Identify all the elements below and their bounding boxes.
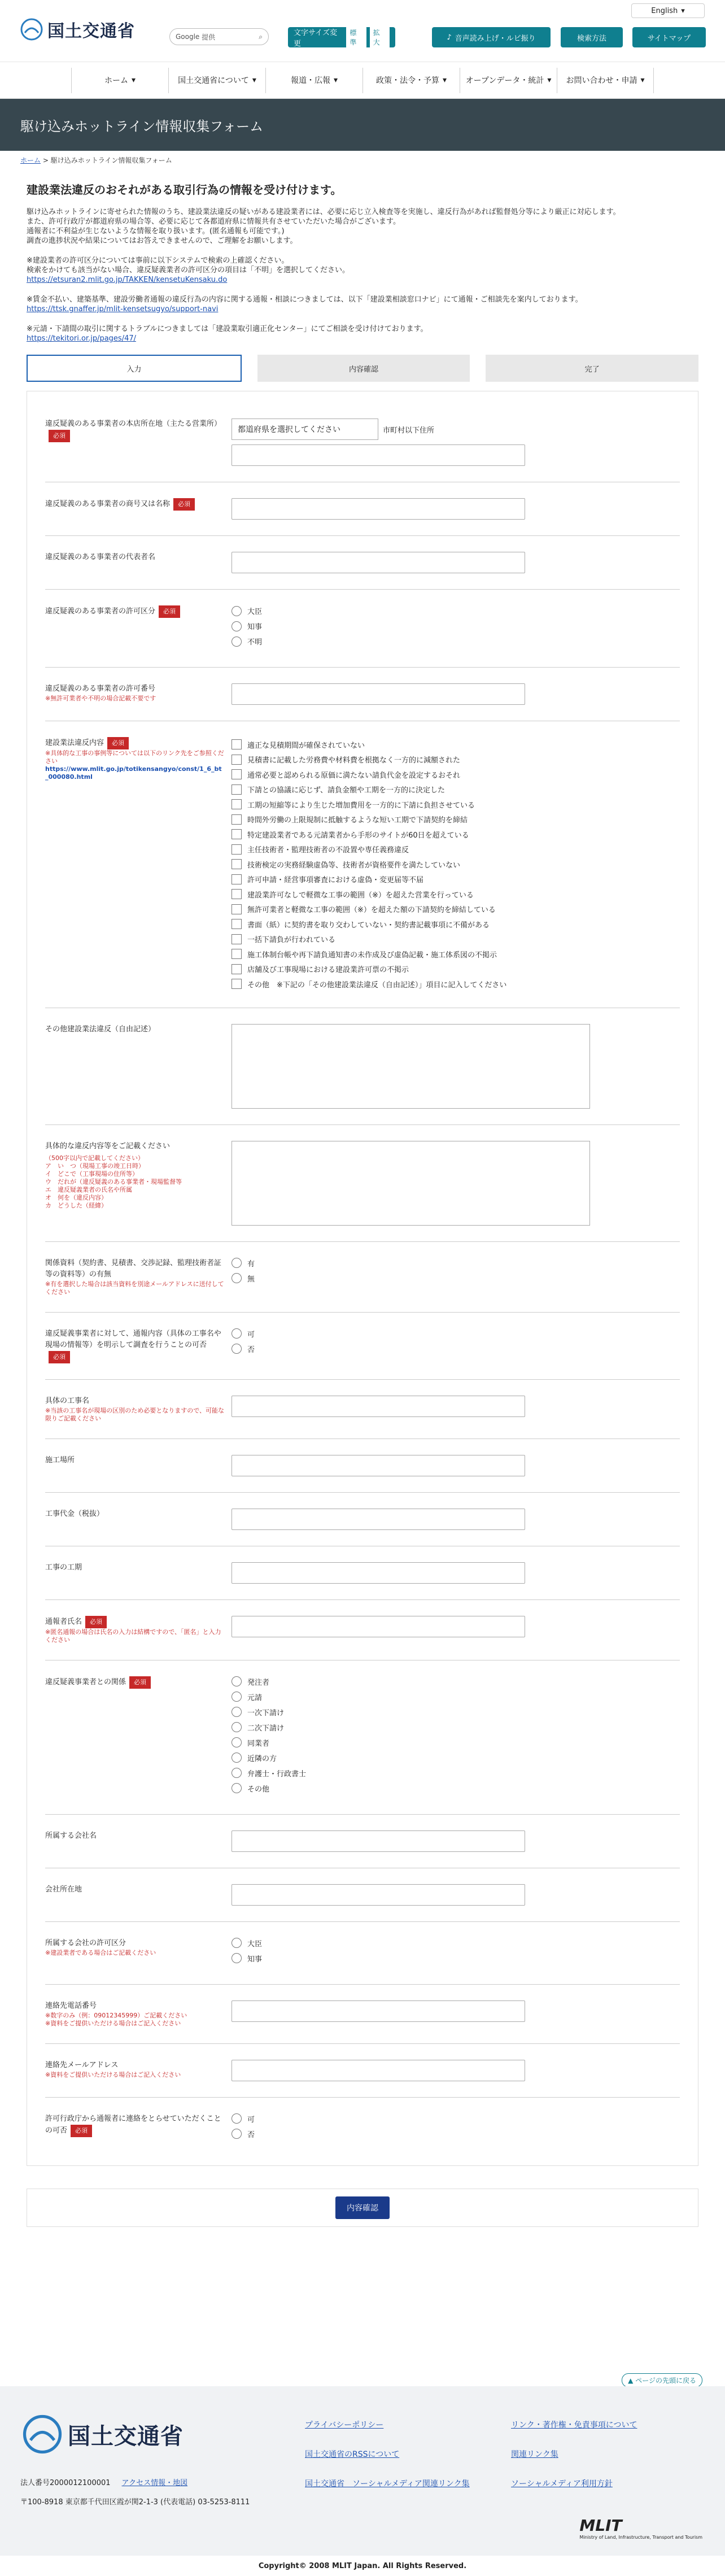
intro-line: ※賃金不払い、建築基準、建設労働者通報の違反行為の内容に関する通報・相談につきましては、以下「建設業相談窓口ナビ」にて通報・ご相談先を案内しております。 <box>27 295 583 304</box>
relation-option[interactable] <box>232 1722 680 1733</box>
radio-label: 知事 <box>247 623 263 631</box>
radio-label: 大臣 <box>247 608 263 616</box>
field-label: 違反疑義のある事業者の許可区分 <box>45 607 156 616</box>
checkbox-label: 見積書に記載した労務費や材料費を根拠なく一方的に減額された <box>247 756 461 765</box>
mlit-logo-icon <box>23 2414 62 2454</box>
radio-label: 二次下請け <box>247 1724 285 1733</box>
field-label: 違反疑義のある事業者の代表者名 <box>45 553 156 561</box>
breadcrumb-home[interactable]: ホーム <box>20 156 41 164</box>
field-price-row <box>45 1493 680 1546</box>
access-link[interactable]: アクセス情報・地図 <box>121 2479 188 2487</box>
mlit-logo-icon <box>20 18 43 41</box>
field-email-row <box>45 2044 680 2098</box>
checkbox-icon[interactable] <box>232 934 242 944</box>
nav-about[interactable] <box>168 68 265 93</box>
chevron-down-icon: ▾ <box>131 76 136 85</box>
checkbox-label: 施工体制台帳や再下請負通知書の未作成及び虚偽記載・施工体系図の不掲示 <box>247 951 497 960</box>
field-note: ※資料をご提供いただける場合はご記入ください <box>45 2019 181 2027</box>
work-name-input[interactable] <box>232 1396 525 1417</box>
checkbox-label: 下請との協議に応じず、請負金額や工期を一方的に決定した <box>247 786 445 795</box>
search-input[interactable]: 提供 <box>202 33 216 41</box>
radio-icon[interactable] <box>232 621 242 631</box>
radio-label: 否 <box>247 2130 255 2139</box>
violation-checkbox[interactable] <box>232 947 680 962</box>
required-badge: 必須 <box>49 430 70 442</box>
detail-notes <box>45 1154 225 1210</box>
checkbox-label: 時間外労働の上限規制に抵触するような短い工期で下請契約を締結 <box>247 816 468 825</box>
radio-label: 発注者 <box>247 1678 270 1687</box>
sitemap-button[interactable] <box>632 27 706 47</box>
radio-icon[interactable] <box>232 1953 242 1963</box>
checkbox-label: 特定建設業者である元請業者から手形のサイトが60日を超えている <box>247 831 469 840</box>
footer-logo[interactable] <box>23 2414 184 2454</box>
mlit-subtext: Ministry of Land, Infrastructure, Transport and Tourism <box>579 2535 702 2540</box>
radio-icon[interactable] <box>232 1938 242 1948</box>
corp-number: 法人番号2000012100001 <box>20 2479 111 2487</box>
address-input[interactable] <box>232 444 525 466</box>
global-nav <box>0 62 725 99</box>
chevron-down-icon: ▾ <box>333 76 338 85</box>
checkbox-label: 適正な見積期間が確保されていない <box>247 741 365 750</box>
radio-option[interactable] <box>232 621 680 631</box>
field-note: ※数字のみ（例：09012345999）ご記載ください <box>45 2011 187 2019</box>
radio-option[interactable] <box>232 1938 680 1949</box>
radio-label: 有 <box>247 1259 255 1269</box>
checkbox-icon[interactable] <box>232 769 242 779</box>
page-heading: 建設業法違反のおそれがある取引行為の情報を受け付けます。 <box>27 183 342 197</box>
field-label: 違反疑義のある事業者の本店所在地（主たる営業所） <box>45 420 222 428</box>
checkbox-label: 主任技術者・監理技術者の不設置や専任義務違反 <box>247 846 409 855</box>
footer-logo-text: 国土交通省 <box>68 2423 184 2449</box>
chevron-down-icon: ▾ <box>681 6 685 15</box>
search-icon[interactable]: ⌕ <box>259 32 263 41</box>
radio-icon[interactable] <box>232 1676 242 1686</box>
field-company-permit-row <box>45 1922 680 1985</box>
support-navi-link[interactable]: https://ttsk.gnaffer.jp/mlit-kensetsugyo/support-navi <box>27 305 219 313</box>
field-label: 具体的な違反内容等をご記載ください <box>45 1141 171 1150</box>
field-note: ※具体的な工事の事例等については以下のリンク先をご参照ください <box>45 749 224 765</box>
relation-radio-list <box>232 1676 680 1798</box>
field-label: 通報者氏名 <box>45 1617 82 1626</box>
field-note: ※建設業者である場合はご記載ください <box>45 1949 156 1956</box>
language-select[interactable] <box>631 3 705 18</box>
nav-home[interactable] <box>71 68 168 93</box>
field-company-addr-row <box>45 1868 680 1922</box>
intro-line: 駆け込みホットラインに寄せられた情報のうち、建設業法違反の疑いがある建設業者には、必要に応じ立入検査等を実施し、違反行為があれば監督処分等により厳正に対応します。 <box>27 208 621 216</box>
intro-line: 検索をかけても該当がない場合、違反疑義業者の許可区分の項目は「不明」を選択してください。 <box>27 266 350 274</box>
checkbox-icon[interactable] <box>232 784 242 795</box>
violation-checkbox-list <box>232 737 680 992</box>
nav-label: オープンデータ・統計 <box>465 76 544 85</box>
radio-icon[interactable] <box>232 1273 242 1283</box>
checkbox-icon[interactable] <box>232 814 242 825</box>
radio-icon[interactable] <box>232 1328 242 1339</box>
page-title: 駆け込みホットライン情報収集フォーム <box>0 99 725 151</box>
nav-opendata[interactable] <box>460 68 557 93</box>
copyright-link[interactable]: リンク・著作権・免責事項について <box>511 2421 637 2430</box>
radio-option[interactable] <box>232 2129 680 2139</box>
required-badge: 必須 <box>159 605 180 618</box>
field-note: ※匿名通報の場合は氏名の入力は結構ですので、「匿名」と入力ください <box>45 1628 221 1644</box>
field-docs-row <box>45 1242 680 1313</box>
required-badge: 必須 <box>173 498 195 511</box>
search-method-label: 検索方法 <box>576 34 606 43</box>
intro-text <box>27 207 698 343</box>
detail-note-line: カ どうした（経緯） <box>45 1201 107 1209</box>
detail-note-line: オ 何を（違反内容） <box>45 1193 107 1201</box>
radio-label: 元請 <box>247 1693 263 1702</box>
sitemap-label: サイトマップ <box>647 34 691 43</box>
radio-label: 可 <box>247 2115 255 2124</box>
field-label: 違反疑義のある事業者の商号又は名称 <box>45 500 171 508</box>
related-links-link[interactable]: 関連リンク集 <box>511 2450 558 2459</box>
radio-label: 弁護士・行政書士 <box>247 1769 307 1779</box>
violation-checkbox[interactable] <box>232 977 680 992</box>
checkbox-label: 通常必要と認められる原価に満たない請負代金を設定するおそれ <box>247 771 461 780</box>
radio-icon[interactable] <box>232 1344 242 1354</box>
field-permit-no-row <box>45 668 680 721</box>
checkbox-icon[interactable] <box>232 889 242 899</box>
field-period-row <box>45 1546 680 1600</box>
field-label: 違反疑義事業者に対して、通報内容（具体の工事名や現場の情報等）を明示して調査を行うことの可否 <box>45 1329 221 1349</box>
site-header <box>0 0 725 62</box>
nav-label: 国土交通省について <box>178 76 249 85</box>
chevron-down-icon: ▾ <box>640 76 645 85</box>
checkbox-label: 許可申請・経営事項審査における虚偽・変更届等不届 <box>247 876 424 885</box>
price-input[interactable] <box>232 1509 525 1530</box>
email-input[interactable] <box>232 2060 525 2081</box>
violation-checkbox[interactable] <box>232 902 680 917</box>
field-relation-row <box>45 1660 680 1815</box>
checkbox-icon[interactable] <box>232 979 242 989</box>
violation-checkbox[interactable] <box>232 827 680 842</box>
relation-option[interactable] <box>232 1768 680 1779</box>
logo-text: 国土交通省 <box>47 21 135 41</box>
radio-option[interactable] <box>232 1258 680 1269</box>
radio-icon[interactable] <box>232 1707 242 1717</box>
field-permit-type-row <box>45 590 680 668</box>
intro-line: ※元請・下請間の取引に関するトラブルにつきましては「建設業取引適正化センター」にてご相談を受け付けております。 <box>27 325 428 333</box>
speech-label: 音声読み上げ・ルビ振り <box>455 34 536 43</box>
radio-label: 可 <box>247 1330 255 1339</box>
intro-line: 調査の進捗状況や結果についてはお答えできませんので、ご理解をお願いします。 <box>27 237 298 245</box>
field-company-name-row <box>45 1815 680 1868</box>
permit-number-input[interactable] <box>232 683 525 705</box>
field-note: ※資料をご提供いただける場合はご記入ください <box>45 2071 181 2078</box>
radio-option[interactable] <box>232 1328 680 1339</box>
reporter-company-address-input[interactable] <box>232 1884 525 1906</box>
radio-icon[interactable] <box>232 1783 242 1793</box>
relation-option[interactable] <box>232 1753 680 1763</box>
nav-label: 政策・法令・予算 <box>375 76 439 85</box>
checkbox-icon[interactable] <box>232 739 242 749</box>
radio-icon[interactable] <box>232 1768 242 1778</box>
field-label: 会社所在地 <box>45 1885 82 1894</box>
speech-button[interactable] <box>432 27 551 47</box>
radio-option[interactable] <box>232 605 680 616</box>
violation-checkbox[interactable] <box>232 917 680 932</box>
radio-label: その他 <box>247 1785 270 1794</box>
font-size-control <box>288 27 395 47</box>
nav-label: 報道・広報 <box>290 76 330 85</box>
field-note: ※有を選択した場合は該当資料を別途メールアドレスに送付してください <box>45 1280 224 1296</box>
field-company-row <box>45 482 680 536</box>
field-label: 許可行政庁から通報者に連絡をとらせていただくことの可否 <box>45 2114 221 2135</box>
field-label: 工事代金（税抜） <box>45 1509 104 1518</box>
radio-icon[interactable] <box>232 2113 242 2124</box>
radio-label: 無 <box>247 1275 255 1284</box>
radio-option[interactable] <box>232 1953 680 1964</box>
footer-address <box>20 2474 250 2512</box>
required-badge: 必須 <box>49 1351 70 1363</box>
detail-note-line: エ 違反疑義業者の氏名や所属 <box>45 1185 132 1193</box>
intro-line: また、許可行政庁が都道府県の場合等、必要に応じて各都道府県に情報共有させていただいた場合がございます。 <box>27 217 400 226</box>
site-input[interactable] <box>232 1455 525 1476</box>
chevron-down-icon: ▾ <box>252 76 256 85</box>
violation-example-link[interactable]: https://www.mlit.go.jp/totikensangyo/const/1_6_bt_000080.html <box>45 765 222 781</box>
site-footer <box>0 2386 725 2556</box>
checkbox-icon[interactable] <box>232 874 242 884</box>
radio-icon[interactable] <box>232 637 242 647</box>
field-violation-row <box>45 721 680 1008</box>
nav-label: ホーム <box>104 76 128 85</box>
radio-icon[interactable] <box>232 606 242 616</box>
radio-label: 同業者 <box>247 1739 270 1748</box>
checkbox-icon[interactable] <box>232 919 242 929</box>
social-policy-link[interactable]: ソーシャルメディア利用方針 <box>511 2479 613 2488</box>
company-name-input[interactable] <box>232 498 525 520</box>
privacy-link[interactable]: プライバシーポリシー <box>305 2421 384 2430</box>
step-complete: 完了 <box>486 355 698 382</box>
radio-icon[interactable] <box>232 1737 242 1747</box>
checkbox-icon[interactable] <box>232 799 242 809</box>
breadcrumb: ホーム > 駆け込みホットライン情報収集フォーム <box>20 156 172 164</box>
font-large-button[interactable]: 拡大 <box>370 27 390 48</box>
checkbox-icon[interactable] <box>232 755 242 765</box>
relation-option[interactable] <box>232 1783 680 1794</box>
checkbox-icon[interactable] <box>232 859 242 869</box>
field-label: 違反疑義のある事業者の許可番号 <box>45 685 156 693</box>
nav-policy[interactable] <box>362 68 460 93</box>
page-top-label: ページの先頭に戻る <box>635 2377 696 2385</box>
checkbox-icon[interactable] <box>232 829 242 839</box>
radio-icon[interactable] <box>232 1753 242 1763</box>
radio-label: 近隣の方 <box>247 1754 277 1763</box>
relation-option[interactable] <box>232 1707 680 1718</box>
radio-icon[interactable] <box>232 2129 242 2139</box>
violation-checkbox[interactable] <box>232 857 680 872</box>
field-detail-row <box>45 1125 680 1242</box>
radio-label: 知事 <box>247 1955 263 1964</box>
field-label: 違反疑義事業者との関係 <box>45 1677 126 1686</box>
font-standard-button[interactable]: 標準 <box>346 27 366 48</box>
search-method-button[interactable] <box>561 27 623 47</box>
site-search[interactable] <box>169 28 269 45</box>
violation-checkbox[interactable] <box>232 782 680 797</box>
relation-option[interactable] <box>232 1692 680 1702</box>
radio-label: 否 <box>247 1345 255 1354</box>
radio-label: 一次下請け <box>247 1708 285 1718</box>
nav-label: お問い合わせ・申請 <box>566 76 637 85</box>
period-input[interactable] <box>232 1562 525 1584</box>
social-links-link[interactable]: 国土交通省 ソーシャルメディア関連リンク集 <box>305 2479 470 2488</box>
search-brand: Google <box>176 33 200 41</box>
rss-link[interactable]: 国土交通省のRSSについて <box>305 2450 400 2459</box>
field-label: 関係資料（契約書、見積書、交渉記録、監理技術者証等の資料等）の有無 <box>45 1258 222 1279</box>
relation-option[interactable] <box>232 1737 680 1748</box>
checkbox-label: 店舗及び工事現場における建設業許可票の不掲示 <box>247 966 409 975</box>
arrow-up-icon: ▲ <box>628 2377 634 2385</box>
nav-press[interactable] <box>265 68 362 93</box>
other-violation-textarea[interactable] <box>232 1024 590 1109</box>
field-address-row <box>45 403 680 482</box>
mlit-text: MLIT <box>579 2516 622 2535</box>
field-label: 連絡先電話番号 <box>45 2001 97 2010</box>
site-logo[interactable] <box>20 17 135 42</box>
violation-checkbox[interactable] <box>232 752 680 768</box>
violation-checkbox[interactable] <box>232 737 680 752</box>
checkbox-icon[interactable] <box>232 964 242 974</box>
violation-checkbox[interactable] <box>232 887 680 902</box>
representative-input[interactable] <box>232 552 525 573</box>
field-phone-row <box>45 1985 680 2044</box>
radio-label: 不明 <box>247 638 263 647</box>
radio-icon[interactable] <box>232 1692 242 1702</box>
checkbox-icon[interactable] <box>232 949 242 959</box>
tekitori-link[interactable]: https://tekitori.or.jp/pages/47/ <box>27 334 136 343</box>
violation-checkbox[interactable] <box>232 872 680 887</box>
detail-textarea[interactable] <box>232 1141 590 1226</box>
progress-steps <box>27 355 698 382</box>
city-label: 市町村以下住所 <box>383 426 435 435</box>
prefecture-select-value: 都道府県を選択してください <box>238 425 340 434</box>
detail-note-line: （500字以内で記載してください） <box>45 1154 144 1162</box>
field-rep-row <box>45 536 680 590</box>
checkbox-icon[interactable] <box>232 904 242 914</box>
required-badge: 必須 <box>129 1676 151 1689</box>
relation-option[interactable] <box>232 1676 680 1687</box>
font-size-label: 文字サイズ変更 <box>294 29 337 48</box>
checkbox-label: 技術検定の実務経験虚偽等、技術者が資格要件を満たしていない <box>247 861 461 870</box>
report-form <box>27 391 698 2166</box>
language-label: English <box>651 6 678 15</box>
checkbox-label: 一括下請負が行われている <box>247 936 336 945</box>
required-badge: 必須 <box>107 737 129 749</box>
field-contact-ok-row <box>45 2098 680 2160</box>
reporter-name-input[interactable] <box>232 1616 525 1637</box>
radio-option[interactable] <box>232 1344 680 1354</box>
reporter-company-input[interactable] <box>232 1830 525 1852</box>
checkbox-label: 無許可業者と軽微な工事の範囲（※）を超えた額の下請契約を締結している <box>247 906 496 915</box>
field-disclose-row <box>45 1313 680 1380</box>
violation-checkbox[interactable] <box>232 812 680 827</box>
phone-input[interactable] <box>232 2000 525 2022</box>
checkbox-label: 書面（紙）に契約書を取り交わしていない・契約書記載事項に不備がある <box>247 921 490 930</box>
speaker-icon: ♪ <box>447 33 452 42</box>
intro-line: ※建設業者の許可区分については事前に以下システムで検索の上確認ください。 <box>27 256 289 265</box>
field-site-row <box>45 1439 680 1493</box>
field-label: 工事の工期 <box>45 1563 82 1572</box>
violation-checkbox[interactable] <box>232 932 680 947</box>
required-badge: 必須 <box>85 1616 107 1628</box>
violation-checkbox[interactable] <box>232 767 680 782</box>
copyright: Copyright© 2008 MLIT Japan. All Rights Reserved. <box>258 2561 467 2570</box>
violation-checkbox[interactable] <box>232 962 680 977</box>
mlit-wordmark <box>579 2516 702 2540</box>
field-label: 所属する会社名 <box>45 1831 97 1840</box>
violation-checkbox[interactable] <box>232 842 680 857</box>
field-label: 所属する会社の許可区分 <box>45 1938 126 1947</box>
field-reporter-row <box>45 1600 680 1660</box>
field-note: ※当該の工事名が現場の区別のため必要となりますので、可能な限りご記載ください <box>45 1406 224 1422</box>
field-label: 施工場所 <box>45 1455 75 1464</box>
field-note: ※無許可業者や不明の場合記載不要です <box>45 695 156 702</box>
field-label: 具体の工事名 <box>45 1396 90 1405</box>
intro-line: 通報者に不利益が生じないような情報を取り扱います。(匿名通報も可能です。) <box>27 227 285 236</box>
radio-option[interactable] <box>232 2113 680 2124</box>
radio-icon[interactable] <box>232 1722 242 1732</box>
radio-icon[interactable] <box>232 1258 242 1268</box>
field-label: 連絡先メールアドレス <box>45 2060 119 2069</box>
field-work-name-row <box>45 1380 680 1439</box>
page-top-button[interactable] <box>622 2373 702 2387</box>
step-input: 入力 <box>27 355 242 382</box>
chevron-down-icon: ▾ <box>547 76 552 85</box>
field-other-row <box>45 1008 680 1125</box>
confirm-button[interactable]: 内容確認 <box>335 2196 390 2219</box>
etsuran-link[interactable]: https://etsuran2.mlit.go.jp/TAKKEN/kensetuKensaku.do <box>27 276 228 284</box>
chevron-down-icon: ▾ <box>442 76 447 85</box>
field-label: 建設業法違反内容 <box>45 739 104 747</box>
radio-label: 大臣 <box>247 1939 263 1949</box>
violation-checkbox[interactable] <box>232 797 680 812</box>
detail-note-line: ウ だれが（違反疑義のある事業者・現場監督等 <box>45 1178 182 1185</box>
detail-note-line: イ どこで（工事現場の住所等） <box>45 1170 138 1178</box>
field-label: その他建設業法違反（自由記述） <box>45 1025 156 1034</box>
postal-address: 〒100-8918 東京都千代田区霞が関2-1-3 (代表電話) 03-5253-8111 <box>20 2498 250 2507</box>
required-badge: 必須 <box>71 2125 92 2137</box>
checkbox-icon[interactable] <box>232 844 242 855</box>
step-confirm: 内容確認 <box>257 355 470 382</box>
checkbox-label: 建設業許可なしで軽微な工事の範囲（※）を超えた営業を行っている <box>247 891 474 900</box>
detail-note-line: ア い つ（現場工事の竣工日時） <box>45 1162 145 1170</box>
checkbox-label: 工期の短縮等により生じた増加費用を一方的に下請に負担させている <box>247 801 475 810</box>
radio-option[interactable] <box>232 636 680 647</box>
nav-contact[interactable] <box>557 68 654 93</box>
breadcrumb-current: 駆け込みホットライン情報収集フォーム <box>50 156 172 164</box>
submit-area <box>27 2189 698 2227</box>
radio-option[interactable] <box>232 1273 680 1284</box>
checkbox-label: その他 ※下記の「その他建設業法違反（自由記述）」項目に記入してください <box>247 980 507 990</box>
prefecture-select[interactable] <box>232 419 378 440</box>
